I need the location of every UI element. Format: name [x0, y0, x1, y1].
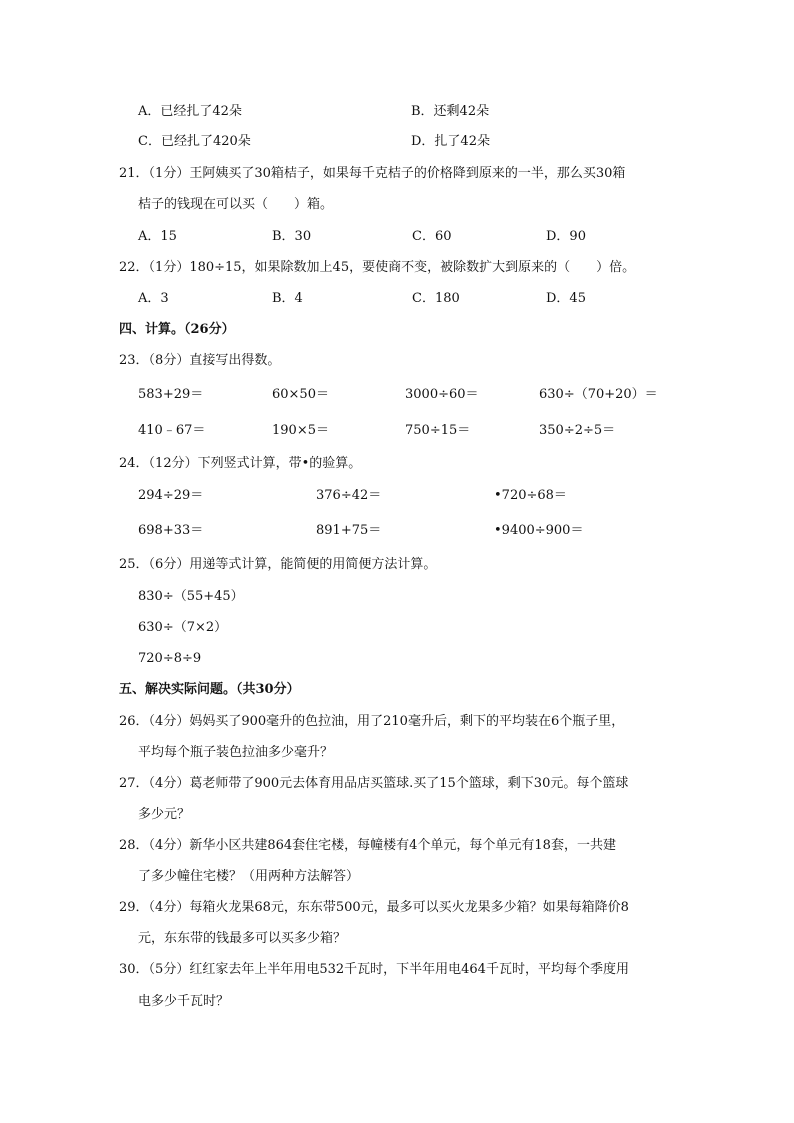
q24-title: 24．（12分）下列竖式计算，带•的验算。	[119, 456, 362, 471]
q28-line2: 了多少幢住宅楼？（用两种方法解答）	[138, 869, 360, 884]
q24-item: 891+75＝	[316, 523, 382, 538]
q30-line2: 电多少千瓦时？	[138, 994, 230, 1009]
q30-line1: 30．（5分）红红家去年上半年用电532千瓦时，下半年用电464千瓦时，平均每个季度用	[119, 962, 629, 977]
q23-item: 410﹣67＝	[138, 423, 206, 438]
q22-option-c: C．180	[412, 291, 460, 306]
q23-item: 60×50＝	[272, 387, 329, 402]
q21-option-d: D．90	[546, 229, 586, 244]
q24-item: 698+33＝	[138, 523, 204, 538]
q20-option-a: A．已经扎了42朵	[138, 104, 242, 119]
q29-line2: 元，东东带的钱最多可以买多少箱？	[138, 931, 347, 946]
q27-line1: 27．（4分）葛老师带了900元去体育用品店买篮球.买了15个篮球，剩下30元。每个篮球	[119, 776, 629, 791]
q21-option-b: B．30	[272, 229, 312, 244]
q26-line2: 平均每个瓶子装色拉油多少毫升？	[138, 745, 334, 760]
q27-line2: 多少元？	[138, 807, 191, 822]
q25-title: 25．（6分）用递等式计算，能简便的用简便方法计算。	[119, 557, 437, 572]
q22-option-a: A．3	[138, 291, 169, 306]
q25-item: 830÷（55+45）	[138, 589, 244, 604]
q29-line1: 29．（4分）每箱火龙果68元，东东带500元，最多可以买火龙果多少箱？如果每箱降价8	[119, 900, 629, 915]
q20-option-c: C．已经扎了420朵	[138, 134, 251, 149]
q24-item: 376÷42＝	[316, 488, 382, 503]
q23-item: 3000÷60＝	[405, 387, 479, 402]
q26-line1: 26．（4分）妈妈买了900毫升的色拉油，用了210毫升后，剩下的平均装在6个瓶子里，	[119, 714, 625, 729]
q24-item: 294÷29＝	[138, 488, 204, 503]
q20-option-b: B．还剩42朵	[411, 104, 490, 119]
q22-line1: 22．（1分）180÷15，如果除数加上45，要使商不变，被除数扩大到原来的（ ）倍。	[119, 260, 636, 275]
q21-line1: 21．（1分）王阿姨买了30箱桔子，如果每千克桔子的价格降到原来的一半，那么买30箱	[119, 166, 626, 181]
q21-option-a: A．15	[138, 229, 177, 244]
q22-option-d: D．45	[546, 291, 586, 306]
q25-item: 720÷8÷9	[138, 651, 202, 666]
q23-title: 23．（8分）直接写出得数。	[119, 353, 281, 368]
section5-title: 五、解决实际问题。（共30分）	[119, 682, 300, 697]
q21-option-c: C．60	[412, 229, 452, 244]
q21-line2: 桔子的钱现在可以买（ ）箱。	[138, 197, 334, 212]
q24-item: •720÷68＝	[494, 488, 567, 503]
q23-item: 583+29＝	[138, 387, 204, 402]
q20-option-d: D．扎了42朵	[411, 134, 490, 149]
q23-item: 190×5＝	[272, 423, 329, 438]
q25-item: 630÷（7×2）	[138, 620, 228, 635]
q23-item: 750÷15＝	[405, 423, 471, 438]
section4-title: 四、计算。（26分）	[119, 322, 235, 337]
q28-line1: 28．（4分）新华小区共建864套住宅楼，每幢楼有4个单元，每个单元有18套，一共建	[119, 838, 616, 853]
q23-item: 630÷（70+20）＝	[539, 387, 658, 402]
q22-option-b: B．4	[272, 291, 303, 306]
q24-item: •9400÷900＝	[494, 523, 584, 538]
q23-item: 350÷2÷5＝	[539, 423, 616, 438]
